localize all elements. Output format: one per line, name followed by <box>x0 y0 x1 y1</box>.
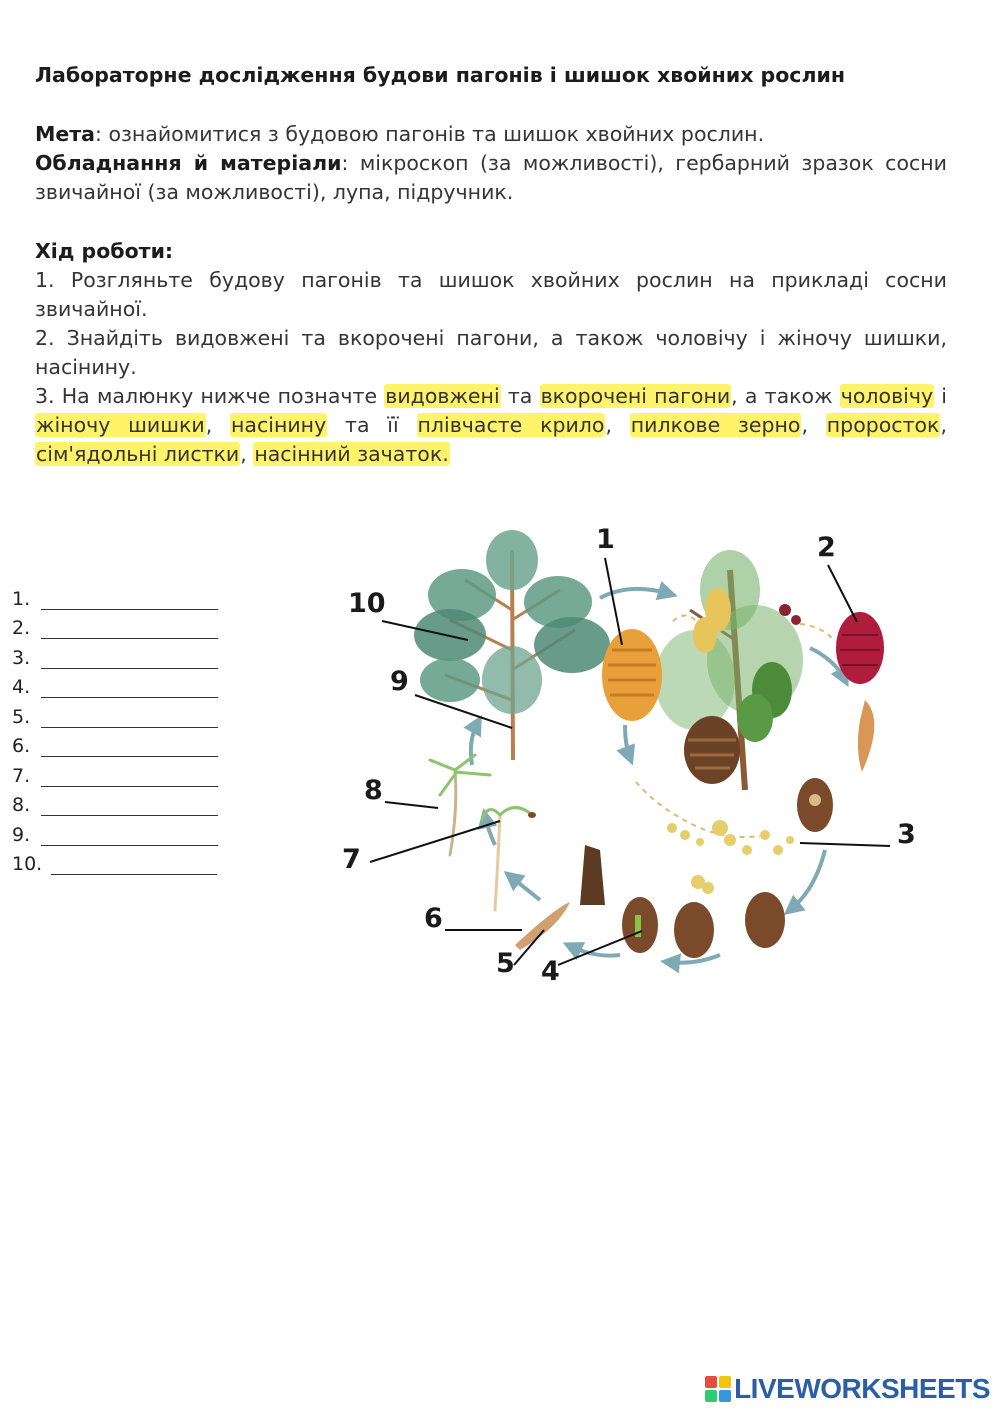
answer-input-6[interactable] <box>41 736 218 757</box>
pollen-grains <box>667 820 794 894</box>
highlight-term: насінний зачаток. <box>254 442 449 466</box>
goal-label: Мета <box>35 122 96 146</box>
highlight-term: плівчасте крило <box>417 413 605 437</box>
answer-row <box>12 639 218 669</box>
diagram-label-3: 3 <box>897 819 916 850</box>
diagram-label-9: 9 <box>390 666 409 697</box>
step3-text: та <box>500 384 540 408</box>
intro-section <box>35 120 947 207</box>
highlight-term: пилкове зерно <box>630 413 801 437</box>
highlight-term: проросток <box>826 413 940 437</box>
equipment-label: Обладнання й матеріали <box>35 151 342 175</box>
step3-text: , <box>801 413 826 437</box>
answer-row <box>12 669 218 699</box>
procedure-section <box>35 237 947 469</box>
highlight-term: насінину <box>231 413 327 437</box>
page-title: Лабораторне дослідження будови пагонів і шишок хвойних рослин <box>35 63 846 87</box>
highlight-term: сім'ядольні листки <box>36 442 240 466</box>
highlight-term: жіночу шишки <box>36 413 205 437</box>
answer-row <box>12 816 218 846</box>
pine-life-cycle-diagram <box>300 510 940 990</box>
answer-input-9[interactable] <box>41 825 218 846</box>
procedure-heading: Хід роботи: <box>35 239 174 263</box>
answer-input-10[interactable] <box>51 854 217 875</box>
answer-row <box>12 846 218 876</box>
pine-branch-illustration <box>414 530 610 760</box>
procedure-step-1: 1. Розгляньте будову пагонів та шишок хвойних рослин на прикладі сосни звичайної. <box>35 268 947 321</box>
goal-line <box>35 120 947 149</box>
step3-text: 3. На малюнку нижче позначте <box>35 384 385 408</box>
answer-number: 8. <box>12 794 31 816</box>
diagram-label-8: 8 <box>364 775 383 806</box>
diagram-label-1: 1 <box>596 524 615 555</box>
answer-row <box>12 787 218 817</box>
step3-text: , <box>940 413 947 437</box>
answer-number: 10. <box>12 853 43 875</box>
answer-number: 3. <box>12 646 31 669</box>
answer-input-4[interactable] <box>41 677 218 698</box>
ovule-stages <box>515 778 833 958</box>
diagram-label-6: 6 <box>424 903 443 934</box>
step3-text: та її <box>327 413 417 437</box>
step3-text: і <box>934 384 947 408</box>
answer-number: 4. <box>12 676 31 698</box>
procedure-step-3 <box>35 382 947 469</box>
highlight-term: видовжені <box>385 384 500 408</box>
procedure-step-2: 2. Знайдіть видовжені та вкорочені пагони, а також чоловічу і жіночу шишки, насінину. <box>35 326 947 379</box>
step3-text: , <box>240 442 254 466</box>
answer-row <box>12 757 218 787</box>
female-cone-illustration <box>836 612 884 772</box>
answer-input-5[interactable] <box>41 707 218 728</box>
answer-row <box>12 610 218 640</box>
answer-number: 2. <box>12 617 31 639</box>
answer-number: 5. <box>12 705 31 728</box>
logo-text: LIVEWORKSHEETS <box>734 1373 990 1404</box>
answer-number: 7. <box>12 764 31 787</box>
answer-row <box>12 580 218 610</box>
answer-input-1[interactable] <box>41 589 218 610</box>
logo-icon <box>705 1376 731 1402</box>
answer-input-3[interactable] <box>41 648 218 669</box>
answer-list <box>12 580 218 875</box>
seedlings-illustration <box>430 755 536 910</box>
equipment-text: : мікроскоп (за можливості), гербарний зразок сосни звичайної (за можливості), лупа, підручник. <box>35 151 947 204</box>
answer-number: 9. <box>12 823 31 846</box>
equipment-line <box>35 149 947 207</box>
diagram-label-5: 5 <box>496 948 515 979</box>
answer-row <box>12 728 218 758</box>
step3-text: , а також <box>731 384 840 408</box>
answer-number: 1. <box>12 587 31 610</box>
diagram-label-7: 7 <box>342 844 361 875</box>
highlight-term: вкорочені пагони <box>540 384 731 408</box>
step3-text: , <box>605 413 630 437</box>
answer-number: 6. <box>12 735 31 757</box>
answer-input-2[interactable] <box>41 618 218 639</box>
liveworksheets-logo[interactable] <box>705 1373 990 1405</box>
pine-shoot-with-cones <box>655 550 803 790</box>
goal-text: : ознайомитися з будовою пагонів та шишок хвойних рослин. <box>95 122 765 146</box>
diagram-label-10: 10 <box>348 588 386 619</box>
diagram-label-2: 2 <box>817 532 836 563</box>
step3-text: , <box>205 413 231 437</box>
answer-input-8[interactable] <box>41 795 218 816</box>
male-cone-illustration <box>602 629 662 721</box>
answer-row <box>12 698 218 728</box>
diagram-label-4: 4 <box>541 956 560 987</box>
answer-input-7[interactable] <box>41 766 218 787</box>
highlight-term: чоловічу <box>840 384 934 408</box>
